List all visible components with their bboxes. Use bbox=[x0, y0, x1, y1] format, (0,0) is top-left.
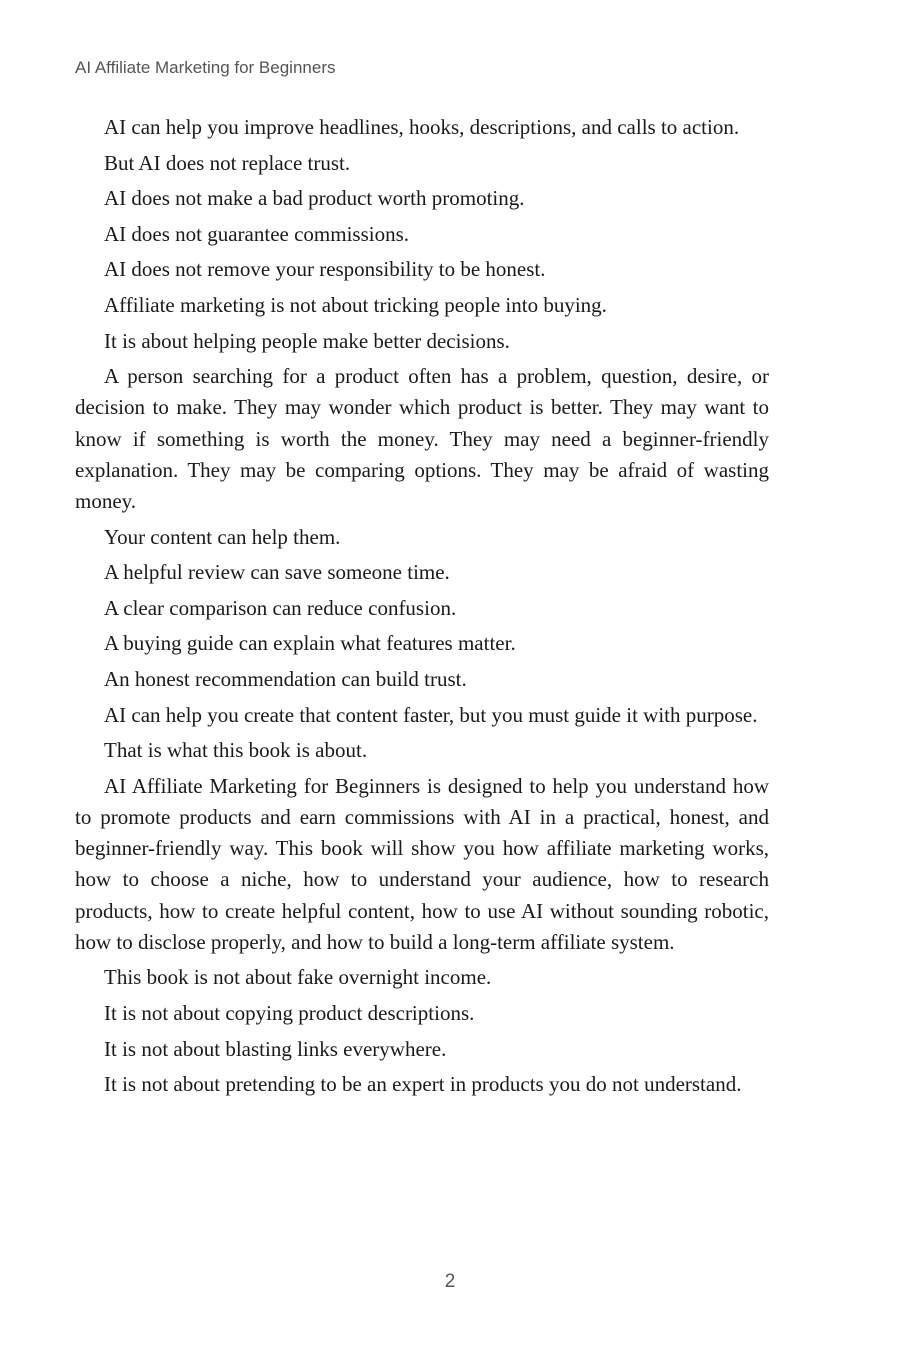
paragraph: AI does not make a bad product worth promoting. bbox=[104, 186, 525, 211]
paragraph: A buying guide can explain what features matter. bbox=[104, 631, 516, 656]
paragraph: Affiliate marketing is not about tricking people into buying. bbox=[104, 292, 607, 317]
paragraph: It is not about copying product descriptions. bbox=[104, 1000, 475, 1025]
body-text bbox=[75, 112, 769, 1105]
paragraph: But AI does not replace trust. bbox=[104, 150, 351, 175]
paragraph: A clear comparison can reduce confusion. bbox=[104, 595, 457, 620]
paragraph: AI can help you create that content faster, but you must guide it with purpose. bbox=[104, 702, 758, 727]
paragraph: A helpful review can save someone time. bbox=[104, 560, 450, 585]
paragraph: AI can help you improve headlines, hooks, descriptions, and calls to action. bbox=[104, 115, 740, 139]
paragraph: AI Affiliate Marketing for Beginners is designed to help you understand how to promote products and earn commissions with AI in a practical, honest, and beginner-friendly way. This book will show you how affiliate marketing works, how to choose a niche, how to understand your audience, how to research products, how to create helpful content, how to use AI without sounding robotic, how to disclose properly, and how to build a long-term affiliate system. bbox=[75, 773, 769, 954]
paragraph: AI does not remove your responsibility to be honest. bbox=[104, 257, 546, 282]
paragraph: This book is not about fake overnight income. bbox=[104, 965, 492, 990]
paragraph: AI does not guarantee commissions. bbox=[104, 221, 410, 246]
paragraph: It is about helping people make better decisions. bbox=[104, 328, 510, 353]
paragraph: It is not about pretending to be an expert in products you do not understand. bbox=[104, 1072, 742, 1097]
page-number: 2 bbox=[444, 1271, 456, 1292]
paragraph: Your content can help them. bbox=[104, 524, 341, 549]
running-header: AI Affiliate Marketing for Beginners bbox=[75, 58, 336, 77]
paragraph: A person searching for a product often has a problem, question, desire, or decision to make. They may wonder which product is better. They may want to know if something is worth the money. They may need a beginner-friendly explanation. They may be comparing options. They may be afraid of wasting money. bbox=[75, 364, 769, 513]
paragraph: An honest recommendation can build trust. bbox=[104, 666, 467, 691]
paragraph: It is not about blasting links everywhere. bbox=[104, 1036, 447, 1061]
paragraph: That is what this book is about. bbox=[104, 738, 368, 763]
